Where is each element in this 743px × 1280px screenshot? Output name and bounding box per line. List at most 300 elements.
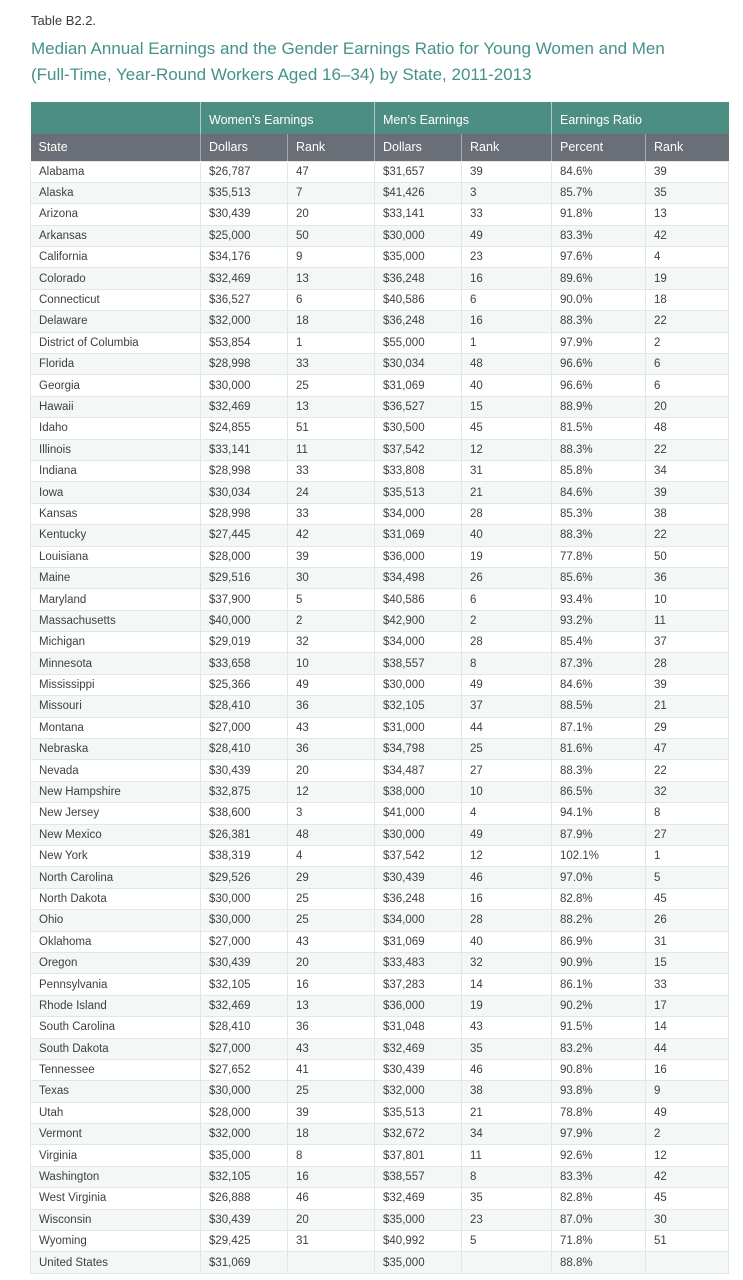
- ratio-percent-cell: 97.9%: [552, 332, 646, 353]
- table-row: [31, 952, 729, 973]
- men-rank-cell: 3: [462, 182, 552, 203]
- women-dollars-cell: $26,888: [201, 1188, 288, 1209]
- state-cell: Colorado: [31, 268, 201, 289]
- table-row: [31, 225, 729, 246]
- ratio-rank-cell: 22: [646, 760, 729, 781]
- women-rank-cell: 33: [288, 503, 375, 524]
- ratio-rank-cell: 6: [646, 375, 729, 396]
- column-header-row: [31, 134, 729, 161]
- table-row: [31, 610, 729, 631]
- men-dollars-cell: $31,069: [375, 931, 462, 952]
- women-dollars-cell: $30,000: [201, 1081, 288, 1102]
- women-rank-cell: 43: [288, 1038, 375, 1059]
- women-rank-cell: 13: [288, 995, 375, 1016]
- ratio-percent-cell: 97.0%: [552, 867, 646, 888]
- state-cell: Tennessee: [31, 1059, 201, 1080]
- women-dollars-cell: $26,787: [201, 161, 288, 182]
- state-cell: New Hampshire: [31, 781, 201, 802]
- state-cell: Wyoming: [31, 1231, 201, 1252]
- women-dollars-cell: $35,513: [201, 182, 288, 203]
- women-rank-cell: 16: [288, 1166, 375, 1187]
- men-rank-cell: 8: [462, 653, 552, 674]
- men-dollars-cell: $30,000: [375, 674, 462, 695]
- ratio-rank-cell: 31: [646, 931, 729, 952]
- men-rank-cell: 12: [462, 439, 552, 460]
- table-row: [31, 632, 729, 653]
- column-header-ratio-percent: Percent: [552, 134, 646, 161]
- table-row: [31, 995, 729, 1016]
- men-dollars-cell: $41,000: [375, 803, 462, 824]
- ratio-rank-cell: 6: [646, 354, 729, 375]
- ratio-percent-cell: 85.6%: [552, 567, 646, 588]
- ratio-percent-cell: 81.6%: [552, 739, 646, 760]
- men-dollars-cell: $38,000: [375, 781, 462, 802]
- ratio-percent-cell: 88.3%: [552, 525, 646, 546]
- ratio-rank-cell: 30: [646, 1209, 729, 1230]
- group-header-mens-earnings: Men’s Earnings: [375, 102, 552, 134]
- women-rank-cell: 20: [288, 760, 375, 781]
- ratio-percent-cell: 90.0%: [552, 289, 646, 310]
- women-rank-cell: 10: [288, 653, 375, 674]
- state-cell: Georgia: [31, 375, 201, 396]
- women-dollars-cell: $27,445: [201, 525, 288, 546]
- women-dollars-cell: $28,998: [201, 460, 288, 481]
- state-cell: South Dakota: [31, 1038, 201, 1059]
- men-rank-cell: 44: [462, 717, 552, 738]
- state-cell: North Carolina: [31, 867, 201, 888]
- state-cell: Nevada: [31, 760, 201, 781]
- state-cell: North Dakota: [31, 888, 201, 909]
- men-rank-cell: 16: [462, 888, 552, 909]
- ratio-percent-cell: 82.8%: [552, 1188, 646, 1209]
- state-cell: Alaska: [31, 182, 201, 203]
- men-rank-cell: 38: [462, 1081, 552, 1102]
- column-header-women-rank: Rank: [288, 134, 375, 161]
- women-rank-cell: 4: [288, 846, 375, 867]
- men-dollars-cell: $33,141: [375, 204, 462, 225]
- state-cell: Florida: [31, 354, 201, 375]
- state-cell: Indiana: [31, 460, 201, 481]
- men-dollars-cell: $40,586: [375, 589, 462, 610]
- table-row: [31, 247, 729, 268]
- ratio-rank-cell: 12: [646, 1145, 729, 1166]
- ratio-rank-cell: 26: [646, 910, 729, 931]
- women-dollars-cell: $30,439: [201, 1209, 288, 1230]
- women-dollars-cell: $32,469: [201, 995, 288, 1016]
- women-rank-cell: [288, 1252, 375, 1273]
- women-dollars-cell: $29,425: [201, 1231, 288, 1252]
- ratio-percent-cell: 92.6%: [552, 1145, 646, 1166]
- men-dollars-cell: $35,513: [375, 1102, 462, 1123]
- men-dollars-cell: $34,498: [375, 567, 462, 588]
- men-rank-cell: 5: [462, 1231, 552, 1252]
- women-dollars-cell: $28,000: [201, 546, 288, 567]
- state-cell: Virginia: [31, 1145, 201, 1166]
- women-dollars-cell: $36,527: [201, 289, 288, 310]
- men-dollars-cell: $37,542: [375, 846, 462, 867]
- men-dollars-cell: $31,000: [375, 717, 462, 738]
- women-rank-cell: 43: [288, 931, 375, 952]
- ratio-percent-cell: 91.8%: [552, 204, 646, 225]
- men-rank-cell: 1: [462, 332, 552, 353]
- women-dollars-cell: $30,034: [201, 482, 288, 503]
- men-rank-cell: 31: [462, 460, 552, 481]
- table-row: [31, 354, 729, 375]
- ratio-percent-cell: 93.4%: [552, 589, 646, 610]
- women-rank-cell: 9: [288, 247, 375, 268]
- table-row: [31, 460, 729, 481]
- table-row: [31, 311, 729, 332]
- table-row: [31, 824, 729, 845]
- ratio-rank-cell: 42: [646, 1166, 729, 1187]
- state-cell: Iowa: [31, 482, 201, 503]
- ratio-rank-cell: 22: [646, 525, 729, 546]
- men-dollars-cell: $36,248: [375, 888, 462, 909]
- table-row: [31, 1081, 729, 1102]
- women-rank-cell: 39: [288, 1102, 375, 1123]
- men-rank-cell: 2: [462, 610, 552, 631]
- men-dollars-cell: $38,557: [375, 1166, 462, 1187]
- men-dollars-cell: $32,469: [375, 1038, 462, 1059]
- state-cell: Texas: [31, 1081, 201, 1102]
- table-row: [31, 546, 729, 567]
- ratio-percent-cell: 86.1%: [552, 974, 646, 995]
- women-dollars-cell: $28,410: [201, 739, 288, 760]
- ratio-percent-cell: 84.6%: [552, 161, 646, 182]
- women-dollars-cell: $32,469: [201, 396, 288, 417]
- women-dollars-cell: $28,410: [201, 1017, 288, 1038]
- men-rank-cell: 16: [462, 268, 552, 289]
- women-rank-cell: 18: [288, 311, 375, 332]
- men-dollars-cell: $32,000: [375, 1081, 462, 1102]
- state-cell: Utah: [31, 1102, 201, 1123]
- women-dollars-cell: $30,000: [201, 888, 288, 909]
- table-row: [31, 674, 729, 695]
- group-header-row: [31, 102, 729, 134]
- ratio-rank-cell: 17: [646, 995, 729, 1016]
- women-rank-cell: 12: [288, 781, 375, 802]
- ratio-rank-cell: 39: [646, 161, 729, 182]
- men-rank-cell: 28: [462, 632, 552, 653]
- group-header-womens-earnings: Women’s Earnings: [201, 102, 375, 134]
- column-header-men-rank: Rank: [462, 134, 552, 161]
- men-rank-cell: 37: [462, 696, 552, 717]
- table-row: [31, 1124, 729, 1145]
- table-row: [31, 760, 729, 781]
- men-dollars-cell: $31,069: [375, 525, 462, 546]
- women-dollars-cell: $30,000: [201, 910, 288, 931]
- men-dollars-cell: $42,900: [375, 610, 462, 631]
- men-dollars-cell: $33,808: [375, 460, 462, 481]
- men-rank-cell: 27: [462, 760, 552, 781]
- ratio-rank-cell: [646, 1252, 729, 1273]
- ratio-rank-cell: 37: [646, 632, 729, 653]
- women-dollars-cell: $29,019: [201, 632, 288, 653]
- ratio-rank-cell: 51: [646, 1231, 729, 1252]
- state-cell: Rhode Island: [31, 995, 201, 1016]
- women-dollars-cell: $38,600: [201, 803, 288, 824]
- state-cell: Montana: [31, 717, 201, 738]
- women-dollars-cell: $34,176: [201, 247, 288, 268]
- women-dollars-cell: $38,319: [201, 846, 288, 867]
- men-rank-cell: 11: [462, 1145, 552, 1166]
- men-rank-cell: 26: [462, 567, 552, 588]
- ratio-percent-cell: 87.0%: [552, 1209, 646, 1230]
- ratio-percent-cell: 85.8%: [552, 460, 646, 481]
- women-rank-cell: 33: [288, 354, 375, 375]
- women-rank-cell: 1: [288, 332, 375, 353]
- table-row: [31, 739, 729, 760]
- women-dollars-cell: $33,658: [201, 653, 288, 674]
- ratio-rank-cell: 36: [646, 567, 729, 588]
- men-rank-cell: 39: [462, 161, 552, 182]
- column-header-women-dollars: Dollars: [201, 134, 288, 161]
- men-dollars-cell: $34,000: [375, 503, 462, 524]
- women-rank-cell: 41: [288, 1059, 375, 1080]
- men-dollars-cell: $30,000: [375, 824, 462, 845]
- ratio-rank-cell: 39: [646, 674, 729, 695]
- women-rank-cell: 31: [288, 1231, 375, 1252]
- table-row: [31, 439, 729, 460]
- men-rank-cell: 14: [462, 974, 552, 995]
- men-dollars-cell: $34,000: [375, 910, 462, 931]
- men-rank-cell: 34: [462, 1124, 552, 1145]
- women-dollars-cell: $27,000: [201, 931, 288, 952]
- table-row: [31, 396, 729, 417]
- men-dollars-cell: $35,000: [375, 1252, 462, 1273]
- women-dollars-cell: $29,516: [201, 567, 288, 588]
- men-rank-cell: 6: [462, 289, 552, 310]
- ratio-rank-cell: 50: [646, 546, 729, 567]
- ratio-percent-cell: 90.9%: [552, 952, 646, 973]
- men-rank-cell: 46: [462, 867, 552, 888]
- men-rank-cell: 43: [462, 1017, 552, 1038]
- ratio-rank-cell: 19: [646, 268, 729, 289]
- state-cell: New Mexico: [31, 824, 201, 845]
- table-row: [31, 717, 729, 738]
- ratio-rank-cell: 22: [646, 439, 729, 460]
- women-dollars-cell: $28,998: [201, 354, 288, 375]
- table-row: [31, 1102, 729, 1123]
- women-rank-cell: 46: [288, 1188, 375, 1209]
- column-header-state: State: [31, 134, 201, 161]
- ratio-rank-cell: 33: [646, 974, 729, 995]
- table-row: [31, 375, 729, 396]
- men-rank-cell: 25: [462, 739, 552, 760]
- ratio-percent-cell: 102.1%: [552, 846, 646, 867]
- state-cell: Arkansas: [31, 225, 201, 246]
- ratio-rank-cell: 39: [646, 482, 729, 503]
- women-dollars-cell: $35,000: [201, 1145, 288, 1166]
- ratio-percent-cell: 88.3%: [552, 760, 646, 781]
- men-dollars-cell: $30,439: [375, 1059, 462, 1080]
- men-rank-cell: 35: [462, 1038, 552, 1059]
- men-dollars-cell: $41,426: [375, 182, 462, 203]
- ratio-rank-cell: 14: [646, 1017, 729, 1038]
- women-rank-cell: 16: [288, 974, 375, 995]
- men-dollars-cell: $40,992: [375, 1231, 462, 1252]
- men-dollars-cell: $32,105: [375, 696, 462, 717]
- men-dollars-cell: $55,000: [375, 332, 462, 353]
- ratio-rank-cell: 15: [646, 952, 729, 973]
- table-row: [31, 888, 729, 909]
- women-rank-cell: 30: [288, 567, 375, 588]
- men-dollars-cell: $34,487: [375, 760, 462, 781]
- men-rank-cell: 19: [462, 546, 552, 567]
- ratio-percent-cell: 88.5%: [552, 696, 646, 717]
- state-cell: Minnesota: [31, 653, 201, 674]
- women-dollars-cell: $27,000: [201, 717, 288, 738]
- women-dollars-cell: $25,000: [201, 225, 288, 246]
- women-rank-cell: 36: [288, 696, 375, 717]
- earnings-table: [30, 102, 729, 1274]
- women-rank-cell: 43: [288, 717, 375, 738]
- ratio-rank-cell: 8: [646, 803, 729, 824]
- table-row: [31, 653, 729, 674]
- men-dollars-cell: $37,283: [375, 974, 462, 995]
- ratio-rank-cell: 44: [646, 1038, 729, 1059]
- men-rank-cell: 4: [462, 803, 552, 824]
- women-dollars-cell: $37,900: [201, 589, 288, 610]
- ratio-percent-cell: 93.2%: [552, 610, 646, 631]
- ratio-rank-cell: 5: [646, 867, 729, 888]
- men-rank-cell: 8: [462, 1166, 552, 1187]
- table-row: [31, 161, 729, 182]
- state-cell: New Jersey: [31, 803, 201, 824]
- table-row: [31, 696, 729, 717]
- men-rank-cell: 49: [462, 824, 552, 845]
- ratio-percent-cell: 88.3%: [552, 439, 646, 460]
- table-row: [31, 589, 729, 610]
- ratio-rank-cell: 45: [646, 888, 729, 909]
- ratio-rank-cell: 35: [646, 182, 729, 203]
- table-row: [31, 1252, 729, 1273]
- state-cell: Mississippi: [31, 674, 201, 695]
- women-dollars-cell: $32,875: [201, 781, 288, 802]
- men-rank-cell: 40: [462, 931, 552, 952]
- table-row: [31, 204, 729, 225]
- state-cell: Louisiana: [31, 546, 201, 567]
- state-cell: Pennsylvania: [31, 974, 201, 995]
- women-dollars-cell: $28,410: [201, 696, 288, 717]
- ratio-rank-cell: 45: [646, 1188, 729, 1209]
- state-cell: United States: [31, 1252, 201, 1273]
- men-dollars-cell: $40,586: [375, 289, 462, 310]
- ratio-percent-cell: 78.8%: [552, 1102, 646, 1123]
- men-dollars-cell: $37,801: [375, 1145, 462, 1166]
- men-rank-cell: 28: [462, 910, 552, 931]
- state-cell: Illinois: [31, 439, 201, 460]
- men-rank-cell: 40: [462, 525, 552, 546]
- men-rank-cell: 10: [462, 781, 552, 802]
- ratio-percent-cell: 90.8%: [552, 1059, 646, 1080]
- men-dollars-cell: $31,048: [375, 1017, 462, 1038]
- women-rank-cell: 20: [288, 1209, 375, 1230]
- women-rank-cell: 42: [288, 525, 375, 546]
- men-dollars-cell: $35,000: [375, 1209, 462, 1230]
- state-cell: West Virginia: [31, 1188, 201, 1209]
- ratio-percent-cell: 87.3%: [552, 653, 646, 674]
- ratio-rank-cell: 10: [646, 589, 729, 610]
- men-rank-cell: 33: [462, 204, 552, 225]
- state-cell: Massachusetts: [31, 610, 201, 631]
- men-rank-cell: 46: [462, 1059, 552, 1080]
- women-dollars-cell: $32,105: [201, 1166, 288, 1187]
- women-dollars-cell: $32,000: [201, 311, 288, 332]
- women-dollars-cell: $32,469: [201, 268, 288, 289]
- ratio-rank-cell: 48: [646, 418, 729, 439]
- men-rank-cell: 21: [462, 1102, 552, 1123]
- men-dollars-cell: $30,000: [375, 225, 462, 246]
- men-rank-cell: 23: [462, 247, 552, 268]
- women-rank-cell: 8: [288, 1145, 375, 1166]
- ratio-rank-cell: 34: [646, 460, 729, 481]
- women-rank-cell: 49: [288, 674, 375, 695]
- men-dollars-cell: $36,527: [375, 396, 462, 417]
- group-header-earnings-ratio: Earnings Ratio: [552, 102, 729, 134]
- state-cell: Oregon: [31, 952, 201, 973]
- men-dollars-cell: $32,672: [375, 1124, 462, 1145]
- women-rank-cell: 25: [288, 375, 375, 396]
- state-cell: Oklahoma: [31, 931, 201, 952]
- ratio-rank-cell: 20: [646, 396, 729, 417]
- ratio-rank-cell: 21: [646, 696, 729, 717]
- column-header-men-dollars: Dollars: [375, 134, 462, 161]
- table-row: [31, 503, 729, 524]
- ratio-rank-cell: 18: [646, 289, 729, 310]
- ratio-percent-cell: 96.6%: [552, 354, 646, 375]
- women-dollars-cell: $33,141: [201, 439, 288, 460]
- men-dollars-cell: $30,034: [375, 354, 462, 375]
- men-dollars-cell: $30,500: [375, 418, 462, 439]
- ratio-percent-cell: 97.9%: [552, 1124, 646, 1145]
- ratio-rank-cell: 32: [646, 781, 729, 802]
- women-rank-cell: 36: [288, 1017, 375, 1038]
- page-title: [31, 36, 728, 88]
- ratio-rank-cell: 1: [646, 846, 729, 867]
- ratio-rank-cell: 29: [646, 717, 729, 738]
- women-rank-cell: 7: [288, 182, 375, 203]
- men-rank-cell: 49: [462, 225, 552, 246]
- page-title-line-1: Median Annual Earnings and the Gender Earnings Ratio for Young Women and Men: [31, 39, 665, 58]
- men-dollars-cell: $36,248: [375, 311, 462, 332]
- men-rank-cell: 16: [462, 311, 552, 332]
- ratio-rank-cell: 38: [646, 503, 729, 524]
- women-dollars-cell: $30,000: [201, 375, 288, 396]
- women-rank-cell: 20: [288, 204, 375, 225]
- state-cell: California: [31, 247, 201, 268]
- women-dollars-cell: $40,000: [201, 610, 288, 631]
- men-rank-cell: 21: [462, 482, 552, 503]
- women-rank-cell: 48: [288, 824, 375, 845]
- ratio-percent-cell: 88.9%: [552, 396, 646, 417]
- table-row: [31, 1059, 729, 1080]
- women-rank-cell: 2: [288, 610, 375, 631]
- ratio-percent-cell: 88.8%: [552, 1252, 646, 1273]
- ratio-rank-cell: 28: [646, 653, 729, 674]
- ratio-percent-cell: 87.1%: [552, 717, 646, 738]
- ratio-rank-cell: 42: [646, 225, 729, 246]
- table-row: [31, 1166, 729, 1187]
- table-row: [31, 1188, 729, 1209]
- state-cell: South Carolina: [31, 1017, 201, 1038]
- women-dollars-cell: $32,105: [201, 974, 288, 995]
- state-cell: Kentucky: [31, 525, 201, 546]
- ratio-rank-cell: 2: [646, 1124, 729, 1145]
- ratio-percent-cell: 86.9%: [552, 931, 646, 952]
- men-rank-cell: 35: [462, 1188, 552, 1209]
- table-row: [31, 182, 729, 203]
